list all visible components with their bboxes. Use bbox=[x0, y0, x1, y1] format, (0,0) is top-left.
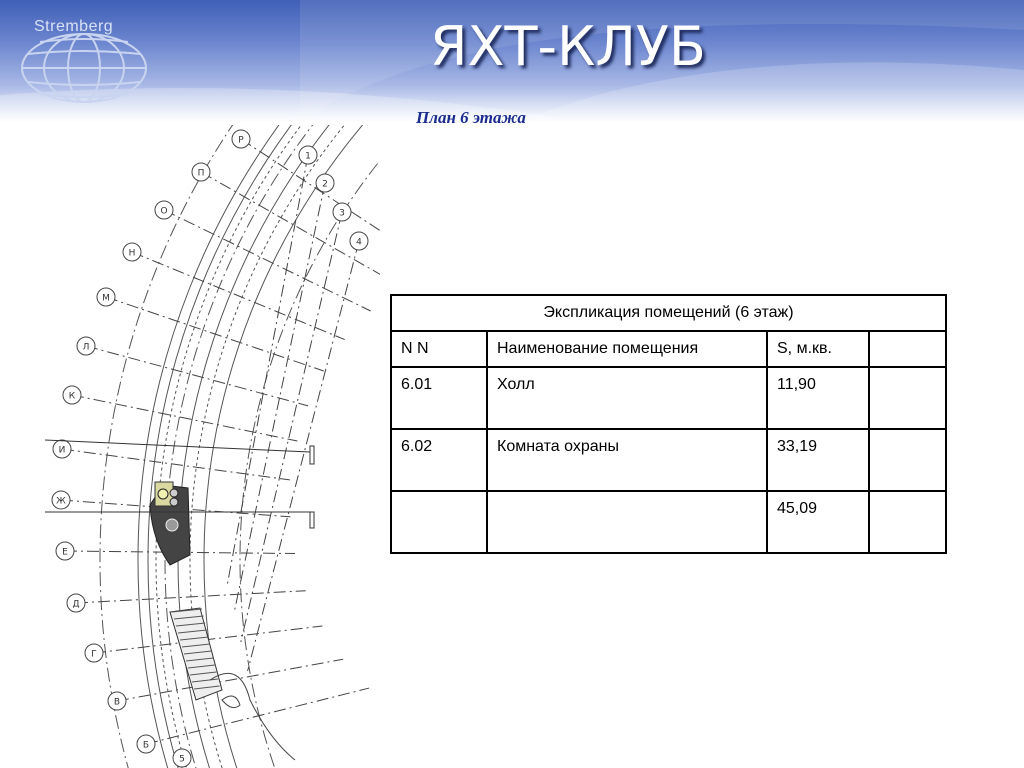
room-explication-table bbox=[390, 294, 947, 554]
grid-axis-bubble bbox=[155, 201, 173, 219]
header-band bbox=[0, 0, 1024, 122]
grid-axis-bubble bbox=[173, 749, 191, 767]
table-header-row bbox=[391, 331, 946, 367]
grid-axis-line bbox=[132, 252, 345, 340]
table-caption: Экспликация помещений (6 этаж) bbox=[391, 295, 946, 331]
grid-axis-bubble bbox=[63, 386, 81, 404]
cell-room-name bbox=[487, 491, 767, 553]
grid-axis-bubble bbox=[350, 232, 368, 250]
header-empty bbox=[869, 331, 946, 367]
grid-axis-label: Е bbox=[62, 547, 68, 558]
table-row bbox=[391, 367, 946, 429]
cell-room-name: Комната охраны bbox=[487, 429, 767, 491]
grid-axis-bubble bbox=[108, 692, 126, 710]
table-total-row bbox=[391, 491, 946, 553]
grid-axis-label: Д bbox=[72, 599, 80, 610]
grid-axis-label: И bbox=[58, 445, 66, 456]
grid-axis-label: Б bbox=[142, 740, 150, 751]
floor-plan-drawing bbox=[40, 125, 380, 768]
cell-number: 6.01 bbox=[391, 367, 487, 429]
grid-axis-bubble bbox=[123, 243, 141, 261]
grid-axis-label: 3 bbox=[339, 208, 345, 219]
grid-axis-label: 5 bbox=[179, 754, 185, 765]
grid-axis-bubble bbox=[52, 491, 70, 509]
grid-axis-label: О bbox=[160, 206, 168, 217]
plan-subtitle: План 6 этажа bbox=[416, 108, 526, 127]
grid-axis-label: В bbox=[113, 697, 121, 708]
cell-room-name: Холл bbox=[487, 367, 767, 429]
grid-axis-bubble bbox=[299, 146, 317, 164]
grid-axis-line bbox=[241, 212, 342, 642]
slide-title: ЯХТ-КЛУБ bbox=[430, 15, 706, 78]
header-area: S, м.кв. bbox=[767, 331, 869, 367]
grid-axis-label: Л bbox=[82, 342, 90, 353]
grid-axis-bubble bbox=[85, 644, 103, 662]
stair-block bbox=[170, 608, 222, 700]
header-number: N N bbox=[391, 331, 487, 367]
grid-axis-bubble bbox=[56, 542, 74, 560]
grid-axis-line bbox=[164, 210, 371, 311]
grid-axis-line bbox=[248, 241, 359, 671]
cell-empty bbox=[869, 491, 946, 553]
cell-empty bbox=[869, 429, 946, 491]
grid-axis-line bbox=[62, 449, 290, 480]
cell-number bbox=[391, 491, 487, 553]
grid-axis-bubble bbox=[333, 203, 351, 221]
grid-axis-bubble bbox=[97, 288, 115, 306]
cell-number: 6.02 bbox=[391, 429, 487, 491]
grid-axis-line bbox=[72, 395, 297, 441]
cell-area: 11,90 bbox=[767, 367, 869, 429]
grid-axis-bubble bbox=[67, 594, 85, 612]
grid-axis-bubble bbox=[77, 337, 95, 355]
grid-axis-bubble bbox=[316, 174, 334, 192]
grid-axis-bubble bbox=[192, 163, 210, 181]
grid-axis-label: Р bbox=[238, 135, 244, 146]
grid-axis-bubble bbox=[232, 130, 250, 148]
grid-axis-label: 4 bbox=[356, 237, 362, 248]
brand-name: Stremberg bbox=[34, 18, 114, 35]
grid-axis-label: Ж bbox=[56, 496, 66, 507]
grid-axis-label: Г bbox=[91, 649, 97, 660]
table-row bbox=[391, 429, 946, 491]
grid-axis-bubble bbox=[137, 735, 155, 753]
grid-axis-line bbox=[117, 659, 343, 701]
grid-axis-bubble bbox=[53, 440, 71, 458]
header-room-name: Наименование помещения bbox=[487, 331, 767, 367]
cell-area: 33,19 bbox=[767, 429, 869, 491]
grid-axis-label: 1 bbox=[305, 151, 311, 162]
grid-axis-label: М bbox=[102, 293, 110, 304]
cell-empty bbox=[869, 367, 946, 429]
grid-axis-label: Н bbox=[128, 248, 136, 259]
grid-axis-label: К bbox=[68, 391, 76, 402]
grid-axis-line bbox=[146, 688, 369, 744]
grid-axis-label: П bbox=[197, 168, 205, 179]
cell-area-total: 45,09 bbox=[767, 491, 869, 553]
grid-axis-label: 2 bbox=[322, 179, 328, 190]
